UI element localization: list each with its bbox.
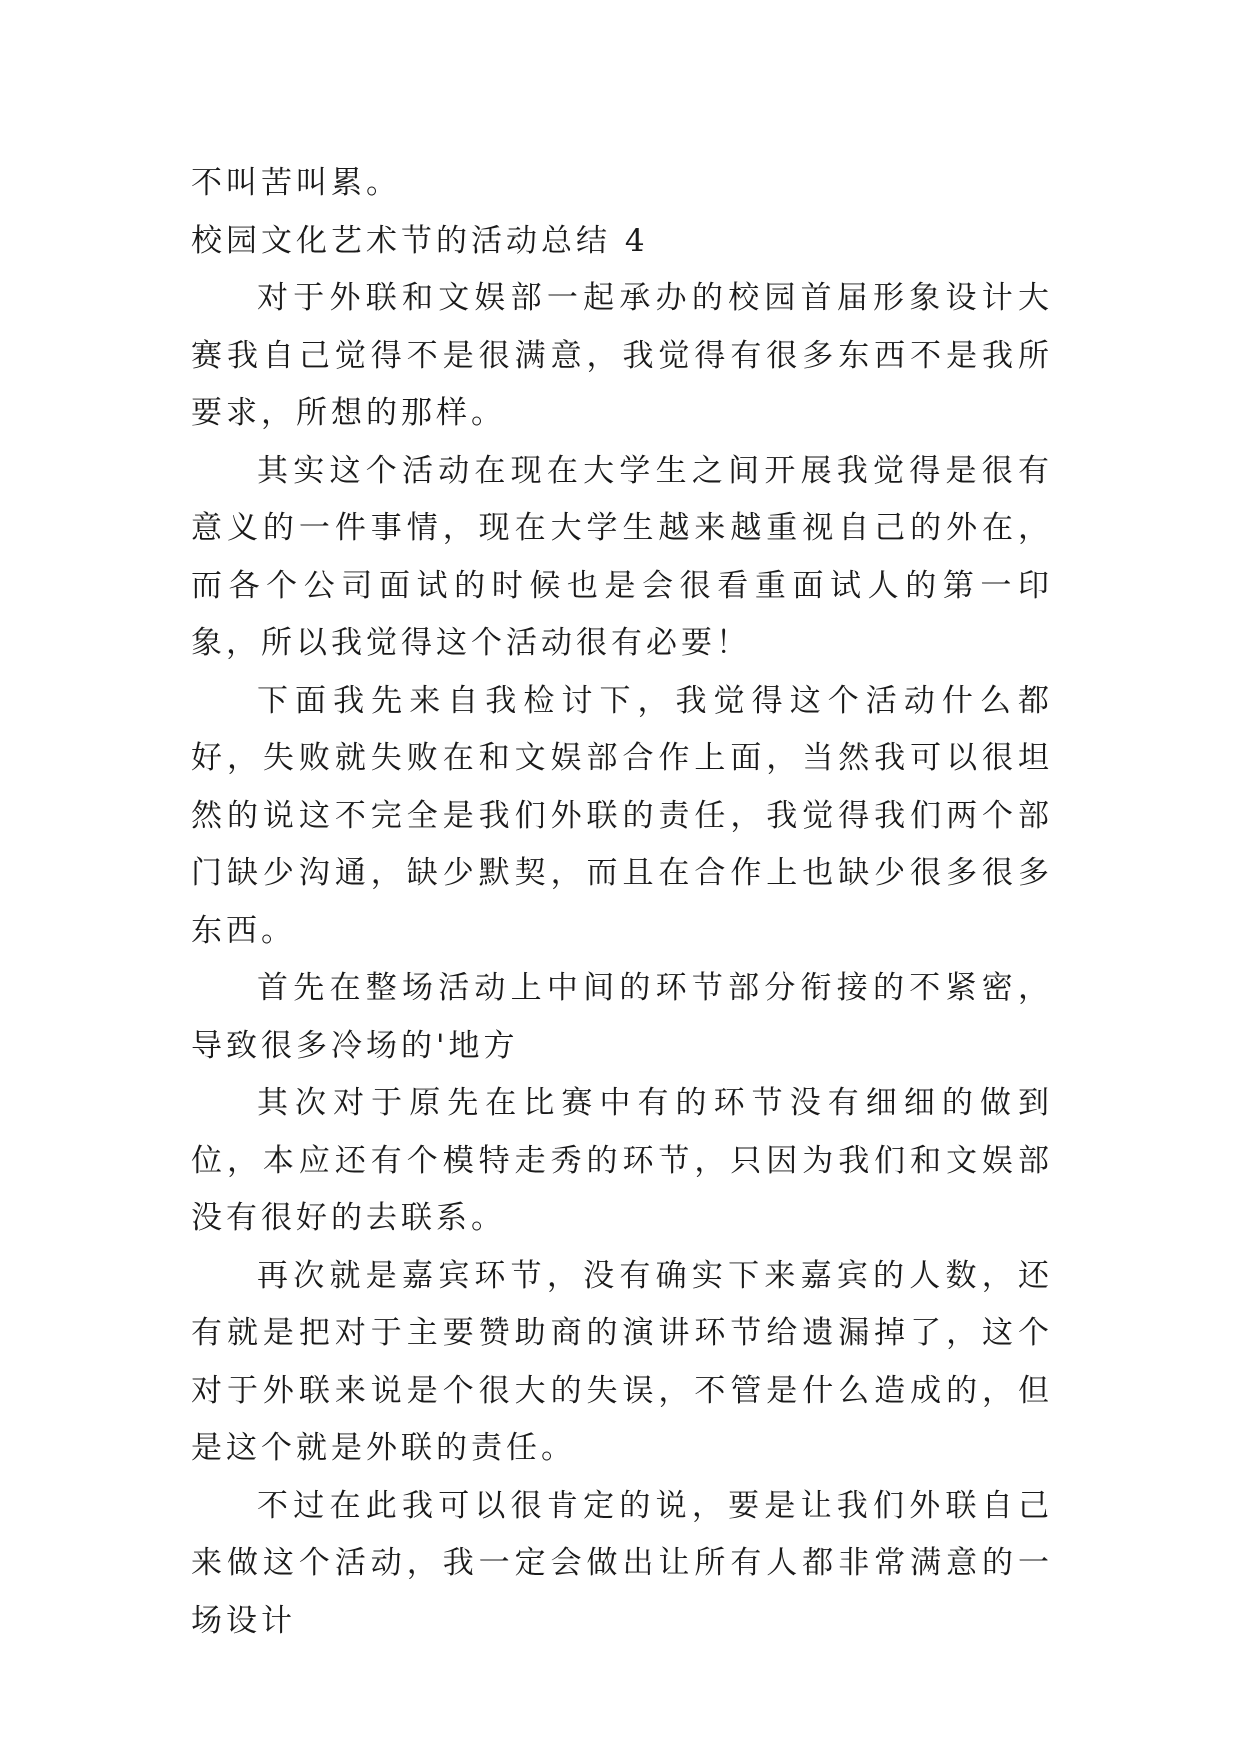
- paragraph: 再次就是嘉宾环节，没有确实下来嘉宾的人数，还有就是把对于主要赞助商的演讲环节给遗漏掉了，这个对于外联来说是个很大的失误，不管是什么造成的，但是这个就是外联的责任。: [191, 1257, 1053, 1466]
- paragraph: 不过在此我可以很肯定的说，要是让我们外联自己来做这个活动，我一定会做出让所有人都非常满意的一场设计: [191, 1487, 1053, 1639]
- document-body: [191, 155, 1053, 1650]
- section-title: 校园文化艺术节的活动总结 4: [191, 222, 649, 259]
- paragraph: 对于外联和文娱部一起承办的校园首届形象设计大赛我自己觉得不是很满意，我觉得有很多东西不是我所要求，所想的那样。: [191, 280, 1053, 431]
- paragraph: 其次对于原先在比赛中有的环节没有细细的做到位，本应还有个模特走秀的环节，只因为我们和文娱部没有很好的去联系。: [191, 1085, 1053, 1236]
- paragraph: 下面我先来自我检讨下，我觉得这个活动什么都好，失败就失败在和文娱部合作上面，当然我可以很坦然的说这不完全是我们外联的责任，我觉得我们两个部门缺少沟通，缺少默契，而且在合作上也缺少很多很多东西。: [191, 682, 1053, 949]
- paragraph: 首先在整场活动上中间的环节部分衔接的不紧密，导致很多冷场的'地方: [191, 970, 1053, 1064]
- lead-fragment: 不叫苦叫累。: [191, 165, 401, 201]
- paragraph: 其实这个活动在现在大学生之间开展我觉得是很有意义的一件事情，现在大学生越来越重视自己的外在，而各个公司面试的时候也是会很看重面试人的第一印象，所以我觉得这个活动很有必要！: [191, 452, 1053, 661]
